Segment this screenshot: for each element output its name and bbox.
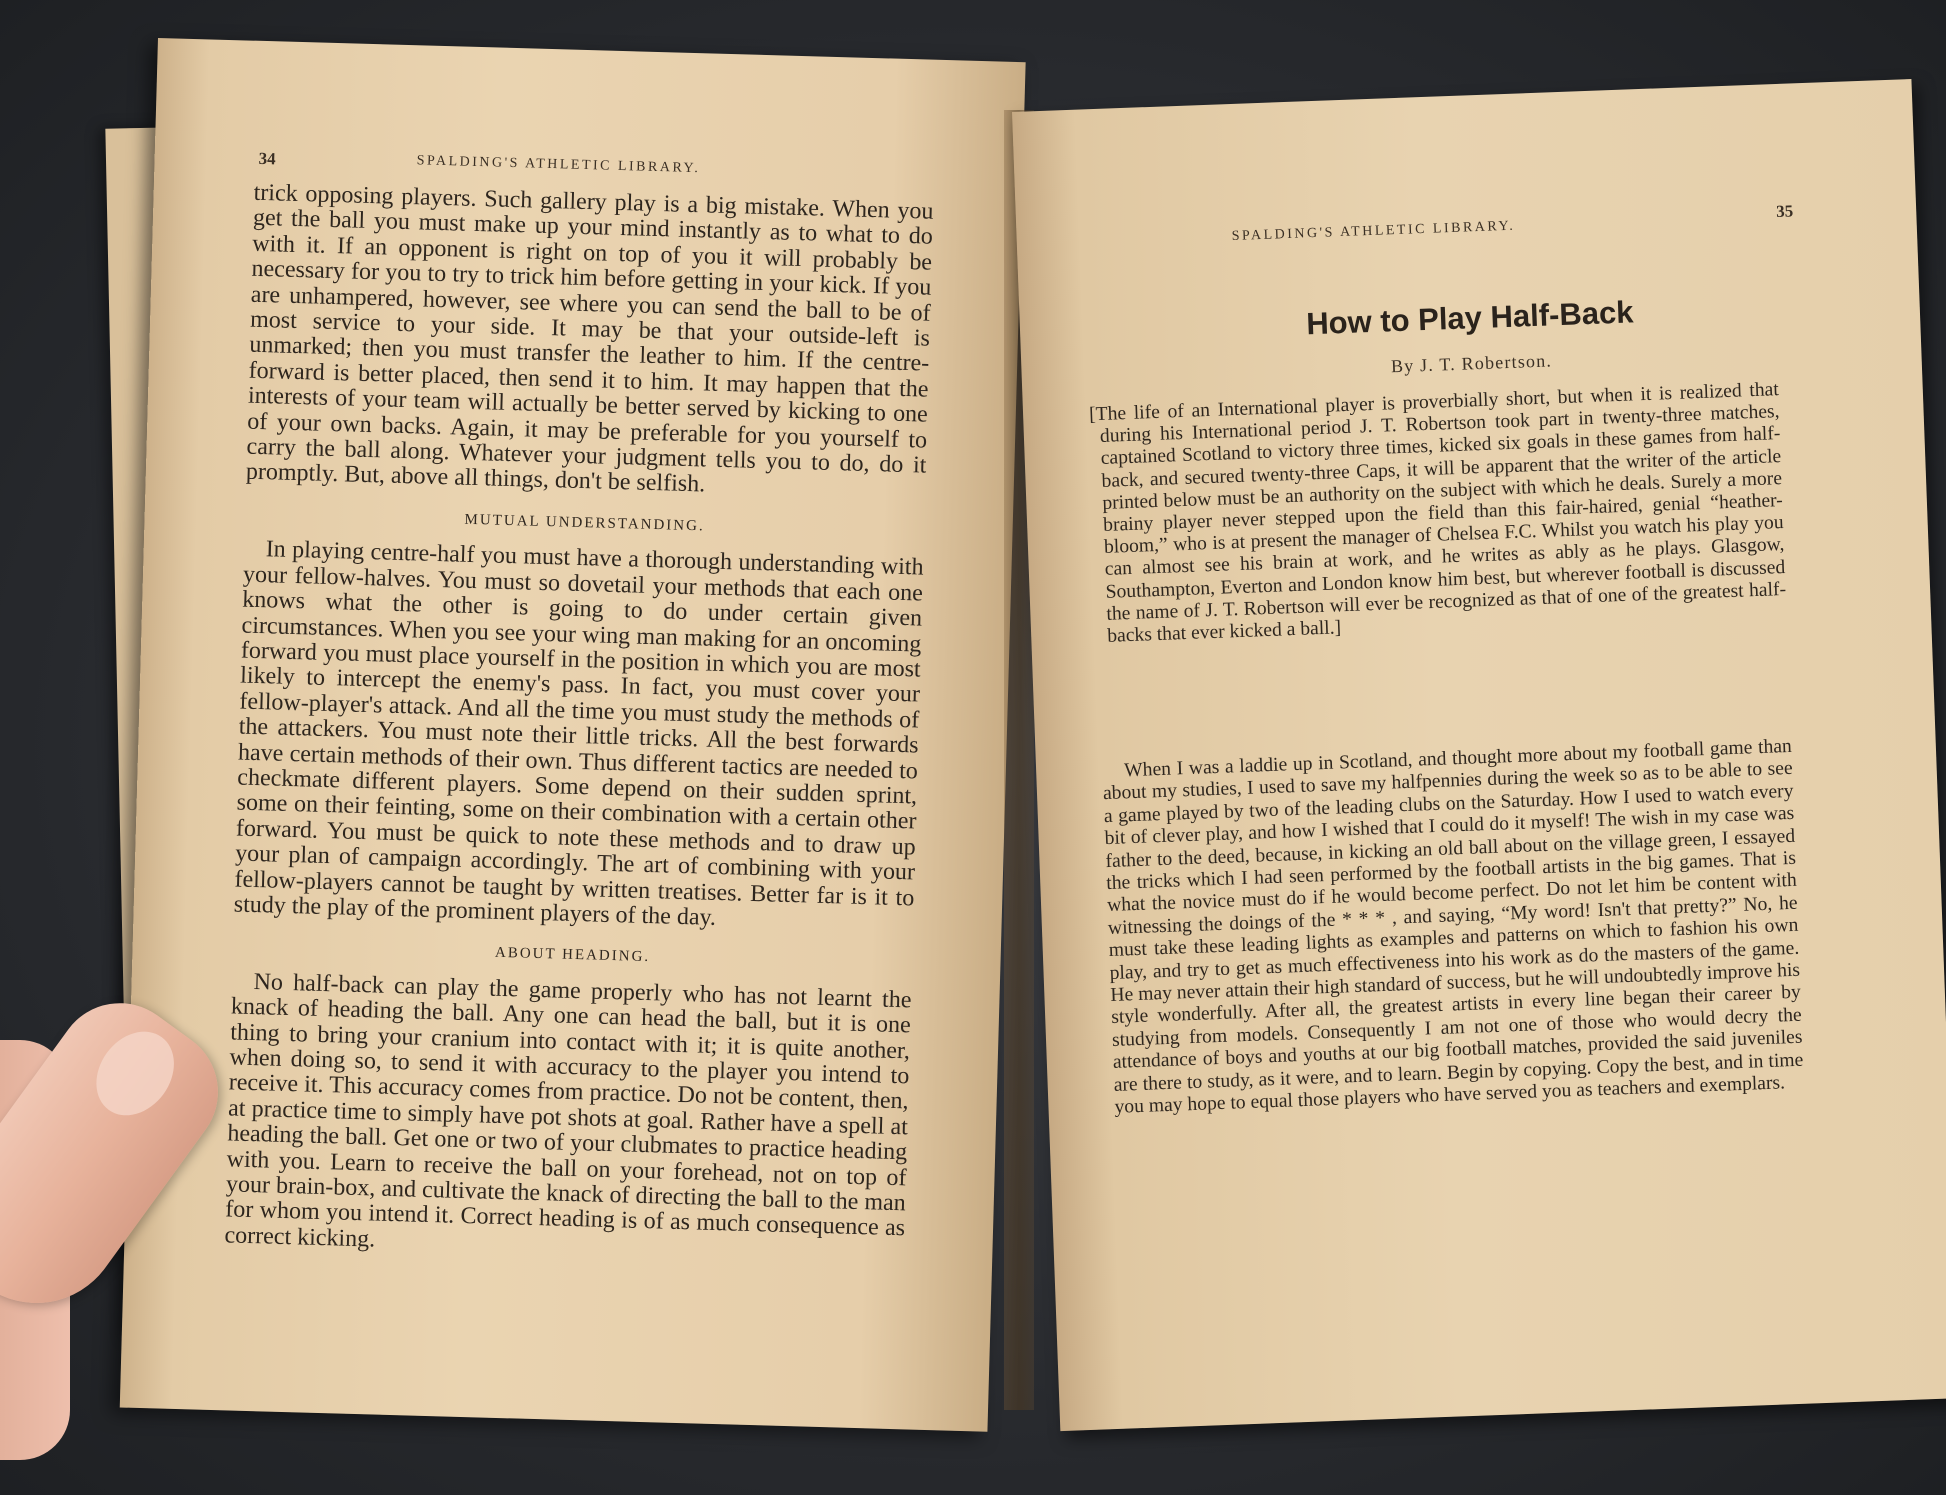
article-byline: By J. T. Robertson.: [1390, 350, 1553, 377]
left-page: [120, 38, 1026, 1432]
right-page: [1012, 79, 1946, 1431]
article-body: [1102, 736, 1805, 1120]
right-running-head: SPALDING'S ATHLETIC LIBRARY.: [1231, 218, 1516, 245]
subhead-mutual-understanding: MUTUAL UNDERSTANDING.: [464, 511, 705, 535]
article-intro: [1089, 379, 1787, 648]
right-page-number: 35: [1775, 201, 1794, 222]
left-page-number: 34: [258, 148, 276, 169]
subhead-about-heading: ABOUT HEADING.: [494, 945, 651, 966]
paragraph-top: trick opposing players. Such gallery play is a big mistake. When you get the ball you must make up your mind instantly as to what to do with it. If an opponent is right on top of you it will probably be necessary for you to try to trick him before getting in your kick. If you are unhampered, however, see where you can send the ball to be of most service to your side. It may be that your outside-left is unmarked; then you must transfer the leather to him. If the centre-forward is better placed, then send it to him. It may happen that the interests of your team will actually be better served by kicking to one of your own backs. Again, it may be preferable for you yourself to carry the ball along. Whatever your judgment tells you to do, do it promptly. But, above all things, don't be selfish.: [245, 179, 934, 498]
paragraph-mutual-understanding: In playing centre-half you must have a thorough understanding with your fellow-halves. You must so dovetail your methods that each one knows what the other is going to do under certain given circumstances. When you see your wing man making for an oncoming forward you must place yourself in the position in which you are most likely to intercept the enemy's pass. In fact, you must cover your fellow-player's attack. And all the time you must study the methods of the attackers. You must note their little tricks. All the best forwards have certain methods of their own. Thus different tactics are needed to checkmate different players. Some depend on their sudden sprint, some on their feinting, some on their combination with a certain other forward. You must be quick to note these methods and to draw up your plan of campaign accordingly. The art of combining with your fellow-players cannot be taught by written treatises. Better far is it to study the play of the prominent players of the day.: [233, 536, 924, 931]
body-paragraph: When I was a laddie up in Scotland, and thought more about my football game than about my studies, I used to save my halfpennies during the week so as to be able to see a game played by two of the leading clubs on the Saturday. How I used to watch every bit of clever play, and how I wished that I could do it myself! The wish in my case was father to the deed, because, in kicking an old ball about on the village green, I essayed the tricks which I had seen performed by the football artists in the big games. That is what the novice must do if he would become perfect. Do not let him be content with witnessing the doings of the * * * , and saying, “My word! Isn't that pretty?” No, he must take these leading lights as examples and patterns on which to fashion his own play, and try to get as much effectiveness into his work as do the masters of the game. He may never attain their high standard of success, but he will undoubtedly improve his style wonderfully. After all, the greatest artists in every line began their career by studying from models. Consequently I am not one of those who would decry the attendance of boys and youths at our big football matches, provided the said juveniles are there to study, as it were, and to learn. Begin by copying. Copy the best, and in time you may hope to equal those players who have served you as teachers and exemplars.: [1102, 735, 1804, 1118]
left-page-text: [224, 181, 934, 1268]
intro-paragraph: [The life of an International player is proverbially short, but when it is realized that during his International period J. T. Robertson took part in twenty-three matches, captained Scotland to victory three times, kicked six goals in these games from half-back, and secured twenty-three Caps, it will be apparent that the writer of the article printed below must be an authority on the subject with which he deals. Surely a more brainy player never stepped upon the field than this fair-haired, genial “heather-bloom,” who is at present the manager of Chelsea F.C. Whilst you watch his play you can almost see his brain at work, and he writes as ably as he plays. Glasgow, Southampton, Everton and London know him best, but wherever football is discussed the name of J. T. Robertson will ever be recognized as that of one of the greatest half-backs that ever kicked a ball.]: [1088, 379, 1787, 647]
left-running-head: SPALDING'S ATHLETIC LIBRARY.: [416, 153, 701, 177]
paragraph-about-heading: No half-back can play the game properly who has not learnt the knack of heading the ball. Any one can head the ball, but it is one thing to bring your cranium into contact with it; it is quite another, when doing so, to send it with accuracy to the player you intend to receive it. This accuracy comes from practice. Do not be content, then, at practice time to simply have pot shots at goal. Rather have a spell at heading the ball. Get one or two of your clubmates to practice heading with you. Learn to receive the ball on your forehead, not on top of your brain-box, and cultivate the knack of directing the ball to the man for whom you intend it. Correct heading is of as much consequence as correct kicking.: [224, 968, 912, 1253]
thumbnail: [80, 1017, 190, 1131]
article-title: How to Play Half-Back: [1305, 294, 1635, 342]
